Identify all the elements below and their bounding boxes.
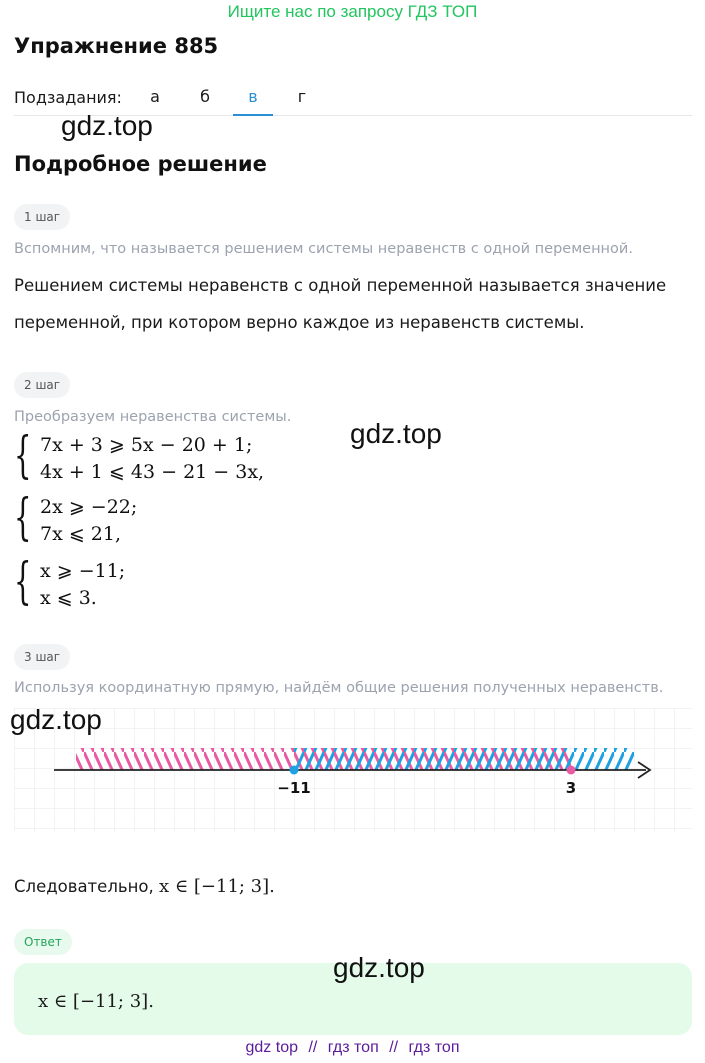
system-line: 7x + 3 ⩾ 5x − 20 + 1; [40, 434, 253, 456]
tick-label-3: 3 [565, 779, 577, 797]
footer-link[interactable]: гдз топ [327, 1039, 379, 1056]
point-minus-11 [290, 766, 299, 775]
brace: { [14, 426, 32, 484]
subtasks-label: Подзадания: [14, 88, 122, 107]
conclusion-math: x ∈ [−11; 3]. [158, 876, 275, 897]
step-text: переменной, при котором верно каждое из неравенств системы. [14, 313, 585, 332]
conclusion [14, 876, 275, 897]
subtask-tab-a[interactable]: а [150, 87, 160, 106]
step-badge: 3 шаг [14, 644, 70, 670]
step-hint: Преобразуем неравенства системы. [14, 409, 292, 425]
step-text: Решением системы неравенств с одной переменной называется значение [14, 276, 667, 295]
subtask-tab-g[interactable]: г [297, 87, 307, 106]
answer-math: x ∈ [−11; 3]. [38, 991, 154, 1012]
system-line: x ⩾ −11; [40, 560, 126, 582]
watermark: gdz.top [350, 418, 442, 449]
number-line [14, 708, 692, 832]
system-line: x ⩽ 3. [40, 587, 97, 609]
step-hint: Вспомним, что называется решением системы неравенств с одной переменной. [14, 241, 633, 257]
footer-links [0, 1039, 705, 1057]
point-3 [567, 766, 576, 775]
shade-x-ge-minus-11 [294, 748, 634, 770]
step-badge: 2 шаг [14, 372, 70, 398]
page-title: Упражнение 885 [14, 34, 219, 58]
step-badge: 1 шаг [14, 204, 70, 230]
step-hint: Используя координатную прямую, найдём общие решения полученных неравенств. [14, 680, 664, 696]
system-line: 4x + 1 ⩽ 43 − 21 − 3x, [40, 461, 265, 483]
footer-link[interactable]: gdz top [245, 1039, 298, 1056]
footer-separator: // [308, 1039, 318, 1056]
search-banner: Ищите нас по запросу ГДЗ ТОП [227, 2, 478, 21]
brace: { [14, 552, 32, 610]
watermark: gdz.top [10, 704, 102, 735]
brace: { [14, 488, 32, 546]
system-line: 2x ⩾ −22; [40, 496, 138, 518]
tick-label-minus-11: −11 [277, 779, 311, 797]
subtask-tab-v[interactable]: в [233, 87, 273, 116]
subtask-tab-b[interactable]: б [200, 87, 210, 106]
footer-separator: // [389, 1039, 399, 1056]
watermark: gdz.top [61, 110, 153, 141]
watermark: gdz.top [333, 952, 425, 983]
footer-link[interactable]: гдз топ [408, 1039, 460, 1056]
answer-badge: Ответ [14, 929, 72, 955]
conclusion-prefix: Следовательно, [14, 877, 154, 896]
system-line: 7x ⩽ 21, [40, 523, 122, 545]
section-title: Подробное решение [14, 152, 267, 176]
